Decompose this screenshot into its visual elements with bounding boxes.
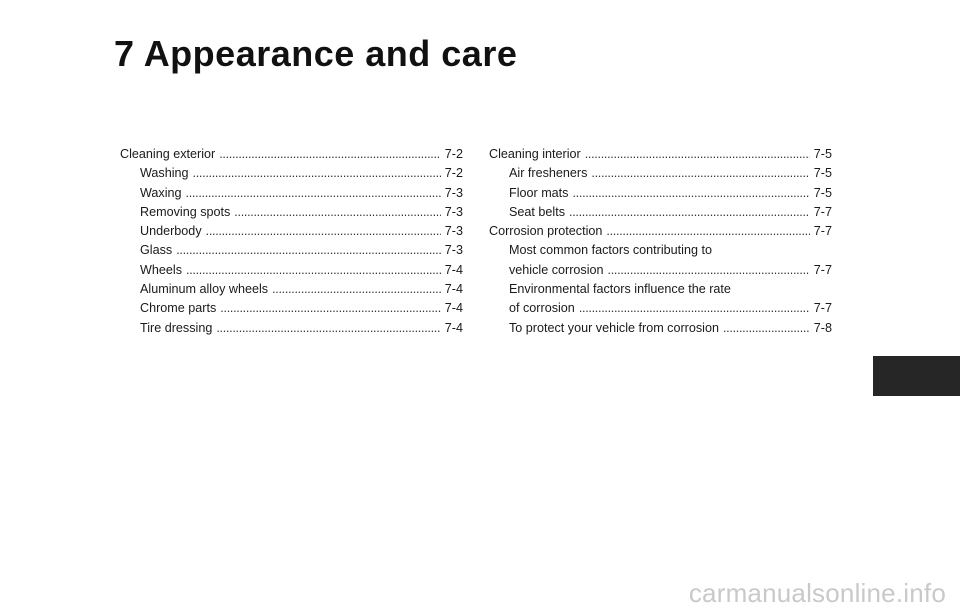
toc-entry-label: Wheels (140, 262, 182, 277)
leader-dots (193, 164, 441, 183)
toc-entry-page: 7-3 (444, 224, 463, 239)
chapter-tab (873, 356, 960, 396)
toc-entry-label-line1: Most common factors contributing to (509, 243, 712, 258)
toc-entry-page: 7-7 (813, 301, 832, 316)
leader-dots (219, 145, 441, 164)
toc-entry[interactable] (120, 299, 463, 318)
toc-entry-page: 7-3 (444, 185, 463, 200)
toc-entry[interactable] (120, 145, 463, 164)
toc-entry-page: 7-2 (444, 147, 463, 161)
toc-entry[interactable] (489, 299, 832, 318)
toc-entry[interactable] (489, 222, 832, 241)
toc-entry[interactable] (489, 164, 832, 183)
toc-entry-label: Air fresheners (509, 166, 588, 181)
leader-dots (176, 241, 441, 260)
toc-entry[interactable] (489, 261, 832, 280)
toc-entry[interactable] (120, 164, 463, 183)
toc-entry-label: Chrome parts (140, 301, 217, 316)
toc-entry-page: 7-7 (813, 224, 832, 239)
toc-entry-label: Washing (140, 166, 189, 181)
toc-entry-page: 7-5 (813, 147, 832, 161)
toc-entry-label: To protect your vehicle from corrosion (509, 320, 719, 335)
leader-dots (591, 164, 809, 183)
leader-dots (585, 145, 810, 164)
toc-entry-label: Seat belts (509, 204, 566, 219)
leader-dots (606, 222, 809, 241)
leader-dots (579, 299, 810, 318)
toc-entry-page: 7-4 (444, 301, 463, 316)
toc-entry-label: Tire dressing (140, 320, 213, 335)
toc-entry-page: 7-8 (813, 320, 832, 335)
toc-entry[interactable] (120, 261, 463, 280)
toc-entry[interactable] (120, 203, 463, 222)
toc-entry-label: Aluminum alloy wheels (140, 282, 269, 297)
toc-entry-page: 7-3 (444, 204, 463, 219)
toc-entry-label: Removing spots (140, 204, 231, 219)
toc-entry-page: 7-2 (444, 166, 463, 181)
leader-dots (569, 203, 810, 222)
toc-right-column (489, 145, 832, 338)
toc-entry-label: vehicle corrosion (509, 262, 604, 277)
toc-entry[interactable] (120, 222, 463, 241)
leader-dots (608, 261, 810, 280)
leader-dots (723, 319, 810, 338)
leader-dots (234, 203, 441, 222)
toc-entry[interactable] (120, 319, 463, 338)
leader-dots (216, 319, 440, 338)
toc-entry-label: Floor mats (509, 185, 569, 200)
leader-dots (220, 299, 441, 318)
toc-entry-page: 7-5 (813, 166, 832, 181)
toc-entry-page: 7-5 (813, 185, 832, 200)
toc-entry[interactable] (489, 145, 832, 164)
toc-entry-label: Cleaning interior (489, 147, 581, 161)
toc-entry-label: Waxing (140, 185, 182, 200)
toc-entry[interactable] (489, 203, 832, 222)
toc-entry[interactable] (120, 184, 463, 203)
watermark: carmanualsonline.info (688, 578, 946, 608)
toc-left-column (120, 145, 463, 338)
toc-entry-page: 7-4 (444, 262, 463, 277)
toc-entry[interactable] (120, 241, 463, 260)
leader-dots (272, 280, 441, 299)
toc-entry-label: Corrosion protection (489, 224, 603, 239)
toc-entry[interactable] (489, 319, 832, 338)
toc-entry-page: 7-7 (813, 262, 832, 277)
toc-entry-page: 7-4 (444, 320, 463, 335)
toc-entry[interactable] (120, 280, 463, 299)
page-title: 7 Appearance and care (114, 33, 518, 74)
leader-dots (186, 261, 441, 280)
toc-entry-page: 7-3 (444, 243, 463, 258)
leader-dots (186, 184, 441, 203)
toc-entry-page: 7-4 (444, 282, 463, 297)
toc-entry-label: of corrosion (509, 301, 575, 316)
toc-entry-label-line1: Environmental factors influence the rate (509, 282, 731, 297)
toc-entry-label: Underbody (140, 224, 202, 239)
toc-entry-label: Glass (140, 243, 173, 258)
toc-entry[interactable] (489, 184, 832, 203)
leader-dots (206, 222, 441, 241)
toc-entry-label: Cleaning exterior (120, 147, 216, 161)
toc-entry-page: 7-7 (813, 204, 832, 219)
leader-dots (572, 184, 809, 203)
